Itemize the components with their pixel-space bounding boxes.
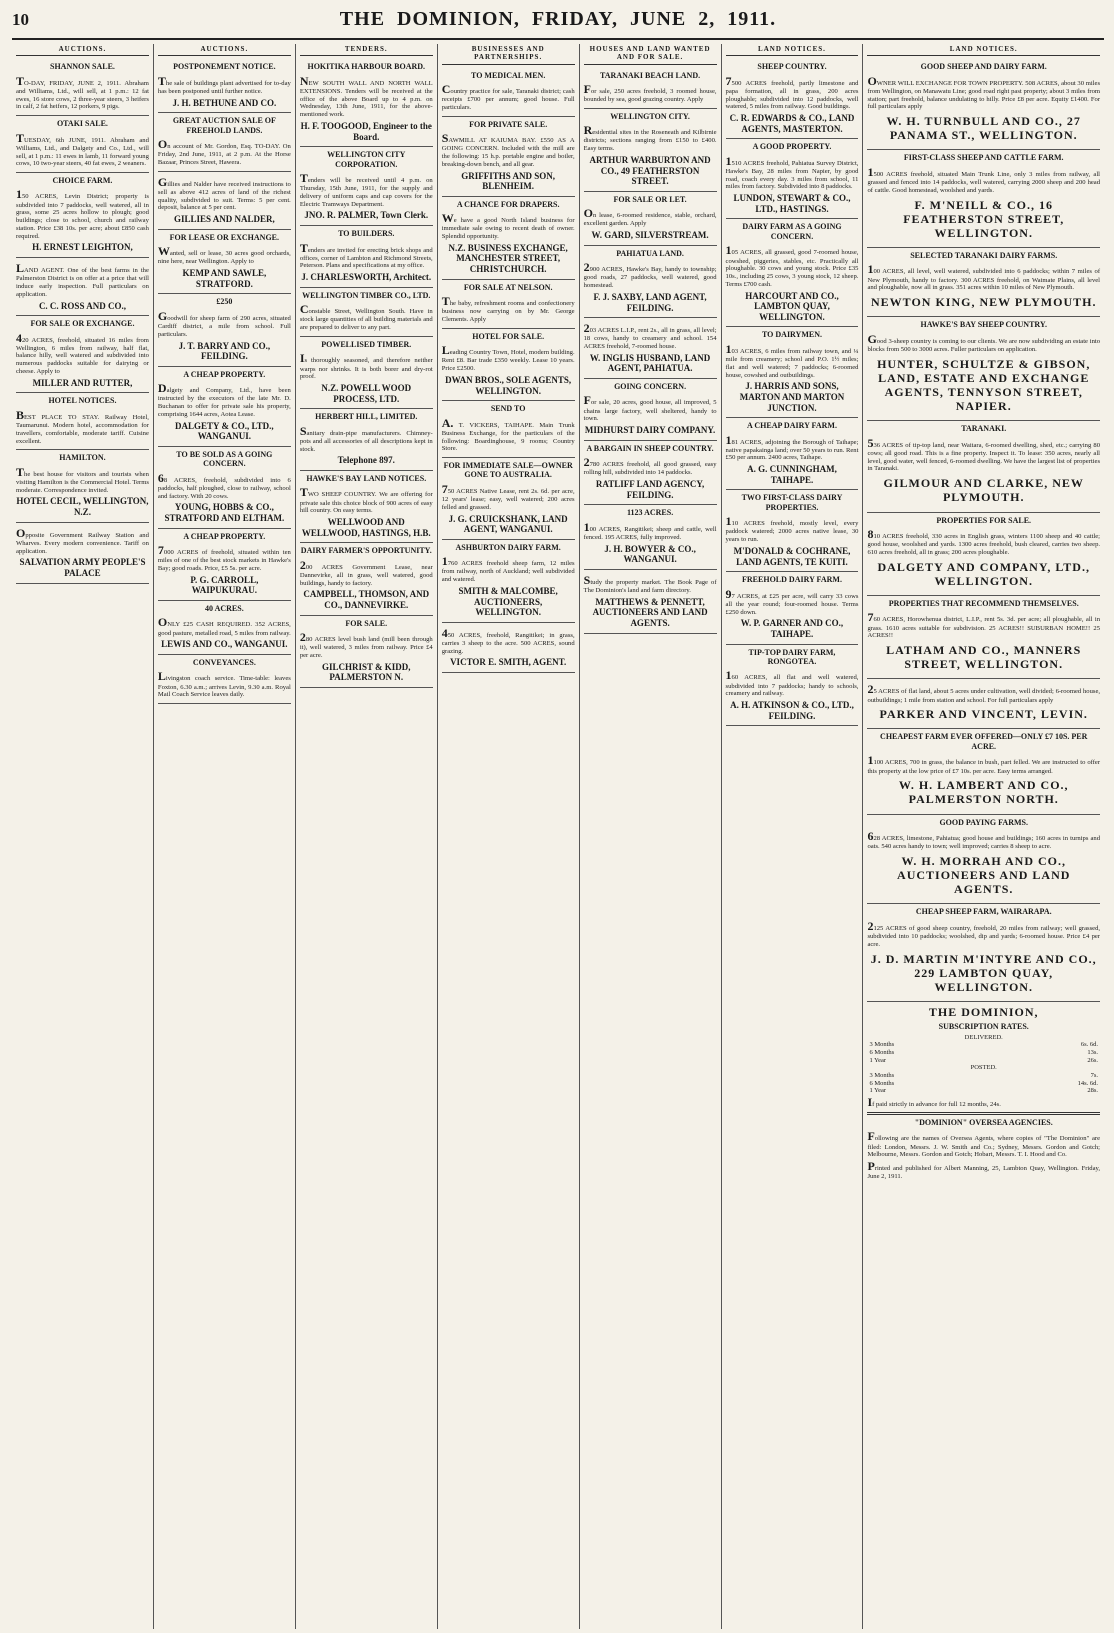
ad-body: 420 ACRES, freehold, situated 16 miles from Wellington, 6 miles from railway, half flat, balance hilly, well watered and subdivided into numerous paddocks suitable for dairying or cheese. Apply to: [16, 330, 149, 376]
ad-body: Constable Street, Wellington South. Have in stock large quantities of all building materials and are prepared to deliver to any part.: [299, 302, 433, 332]
advertisement: [726, 572, 859, 644]
advertisement: [16, 450, 149, 522]
ad-signature: W. H. MORRAH AND CO., AUCTIONEERS AND LAND AGENTS.: [897, 853, 1071, 897]
ad-signature: HUNTER, SCHULTZE & GIBSON, LAND, ESTATE AND EXCHANGE AGENTS, TENNYSON STREET, NAPIER.: [877, 356, 1091, 414]
advertisement: [442, 458, 575, 540]
advertisement: [442, 68, 575, 117]
rate-price: 26s.: [1087, 1056, 1099, 1064]
advertisement: [442, 117, 575, 197]
column-heading: BUSINESSES AND PARTNERSHIPS.: [442, 44, 575, 65]
ad-signature: J. T. BARRY AND CO., FEILDING.: [178, 340, 271, 362]
title-word: JUNE: [630, 8, 687, 30]
ad-signature: GILLIES AND NALDER,: [173, 214, 275, 225]
delivered-label: DELIVERED.: [964, 1033, 1003, 1041]
advertisement: [867, 421, 1100, 512]
ad-signature: N.Z. POWELL WOOD PROCESS, LTD.: [321, 383, 412, 404]
ad-signature: J. H. BOWYER & CO., WANGANUI.: [604, 543, 696, 565]
advertisement: [584, 505, 717, 570]
ad-body: Wanted, sell or lease, 30 acres good orchards, nine here, near Wellington. Apply to: [157, 244, 291, 266]
ad-heading: HOKITIKA HARBOUR BOARD.: [307, 62, 426, 72]
advertisement: [867, 729, 1100, 814]
advertisement: [158, 601, 291, 655]
ad-signature: JNO. R. PALMER, Town Clerk.: [304, 210, 429, 221]
ad-signature: VICTOR E. SMITH, AGENT.: [450, 657, 567, 668]
advertisement: [442, 197, 575, 280]
ad-signature: SALVATION ARMY PEOPLE'S PALACE: [19, 557, 146, 578]
column-heading: AUCTIONS.: [16, 44, 149, 56]
rate-price: 6s. 6d.: [1080, 1041, 1099, 1049]
ad-heading: TARANAKI.: [961, 424, 1007, 434]
ad-heading: HERBERT HILL, LIMITED.: [315, 412, 418, 422]
advertisement: [16, 258, 149, 316]
advertisement: [300, 337, 433, 409]
ad-body: Tenders will be received until 4 p.m. on Thursday, 15th June, 1911, for the supply and delivery of uniform caps and cap covers for the Electric Tramways Department.: [299, 171, 433, 208]
ad-signature: Telephone 897.: [337, 455, 395, 466]
ad-heading: SHANNON SALE.: [50, 62, 115, 72]
advertisement: [158, 655, 291, 704]
rate-price: 13s.: [1087, 1048, 1099, 1056]
ad-body: Is thoroughly seasoned, and therefore neither warps nor shrinks. It is both borer and dry-rot proof.: [299, 351, 433, 381]
ad-body: Tenders are invited for erecting brick shops and offices, corner of Lambton and Richmond Streets, Peterson. Plans and specifications at my office.: [299, 240, 433, 270]
page-number: 10: [12, 10, 29, 29]
advertisement: [158, 113, 291, 172]
ad-heading: CHEAPEST FARM EVER OFFERED—ONLY £7 10S. PER ACRE.: [880, 732, 1088, 751]
ad-signature: PARKER AND VINCENT, LEVIN.: [879, 707, 1088, 722]
ad-body: 1760 ACRES freehold sheep farm, 12 miles from railway, north of Auckland; well subdivided and watered.: [441, 554, 575, 584]
advertisement: [16, 523, 149, 584]
ad-heading: GOOD SHEEP AND DAIRY FARM.: [920, 62, 1047, 72]
ad-heading: POWELLISED TIMBER.: [321, 339, 412, 349]
ad-heading: A GOOD PROPERTY.: [752, 142, 832, 152]
rate-period: 3 Months: [869, 1071, 895, 1079]
agencies-list: Following are the names of Oversea Agents, where copies of "The Dominion" are filed: London, Messrs. J. W. Smith and Co.; Sydney, Messrs. Gordon and Gotch; Melbourne, Messrs. Gordon and Gotch; Hobart, Messrs. T. I. Hood and Co.: [867, 1129, 1101, 1159]
ad-body: ONLY £25 CASH REQUIRED. 352 ACRES, good pasture, metalled road, 5 miles from railway.: [157, 615, 291, 637]
ad-heading: HAWKE'S BAY SHEEP COUNTRY.: [920, 320, 1047, 330]
advertisement: [300, 543, 433, 615]
ad-body: 810 ACRES freehold, 330 acres in English grass, winters 1100 sheep and 40 cattle; good house, woolshed and yards. 1300 acres freehold, bush cleared, carries two sheep. 610 acres freehold, all in grass; 200 acres ploughable.: [867, 526, 1101, 556]
rate-period: 1 Year: [869, 1056, 887, 1064]
ad-heading: SHEEP COUNTRY.: [757, 62, 827, 72]
ad-body: The best house for visitors and tourists when visiting Hamilton is the Commercial Hotel. Terms moderate. Correspondence invited.: [16, 464, 149, 494]
rate-period: 3 Months: [869, 1041, 895, 1049]
ad-heading: ASHBURTON DAIRY FARM.: [455, 542, 561, 552]
ad-body: 2900 ACRES, Hawke's Bay, handy to township; good roads, 27 paddocks, well watered, good homestead.: [583, 260, 717, 290]
ad-signature: F. J. SAXBY, LAND AGENT, FEILDING.: [593, 291, 707, 313]
column-5: [580, 44, 722, 1629]
ad-body: 150 ACRES, Levin District; property is subdivided into 7 paddocks, well watered, all in grass, some 25 acres hollow to plough; good buildings; close to school, church and railway station. Price £38 10s. per acre; about £850 cash required.: [16, 187, 149, 240]
advertisement: [584, 192, 717, 246]
ad-heading: FOR SALE OR LET.: [613, 194, 687, 204]
ad-heading: TIP-TOP DAIRY FARM, RONGOTEA.: [748, 647, 836, 667]
ad-heading: PROPERTIES THAT RECOMMEND THEMSELVES.: [888, 598, 1079, 608]
ad-body: TWO SHEEP COUNTRY. We are offering for private sale this choice block of 900 acres of easy hill country. On easy terms.: [299, 485, 433, 515]
divider: [867, 1112, 1100, 1115]
ad-heading: GOING CONCERN.: [614, 382, 687, 392]
ad-body: The baby, refreshment rooms and confectionery business now carrying on by Mr. George Clements. Apply: [441, 294, 575, 324]
advertisement: [867, 513, 1100, 596]
title-word: DOMINION,: [397, 8, 520, 30]
ad-heading: PAHIATUA LAND.: [616, 248, 684, 258]
ad-body: 1500 ACRES freehold, situated Main Trunk Line, only 3 miles from railway, all grassed and fenced into 14 paddocks, well watered, carrying 2000 sheep and 200 head of cattle. Good homestead, woolshed and yards.: [867, 164, 1101, 194]
ad-body: Country practice for sale, Taranaki district; cash receipts £700 per annum; good house. Full particulars.: [441, 81, 575, 111]
ad-signature: SMITH & MALCOMBE, AUCTIONEERS, WELLINGTON.: [458, 585, 558, 618]
ad-signature: J. D. MARTIN M'INTYRE AND CO., 229 LAMBTON QUAY, WELLINGTON.: [870, 951, 1097, 994]
ad-signature: W. INGLIS HUSBAND, LAND AGENT, PAHIATUA.: [589, 352, 711, 374]
ad-signature: HOTEL CECIL, WELLINGTON, N.Z.: [16, 496, 149, 518]
ad-signature: CAMPBELL, THOMSON, AND CO., DANNEVIRKE.: [303, 589, 430, 611]
ad-heading: TO MEDICAL MEN.: [471, 70, 546, 80]
ad-body: For sale, 20 acres, good house, all improved, 5 chains large factory, well sheltered, handy to town.: [583, 393, 717, 423]
ad-signature: M'DONALD & COCHRANE, LAND AGENTS, TE KUITI.: [733, 546, 851, 567]
ad-body: 97 ACRES, at £25 per acre, will carry 33 cows all the year round; four-roomed house. Terms £250 down.: [725, 586, 859, 616]
ad-heading: WELLINGTON CITY.: [610, 111, 690, 121]
ad-signature: GILMOUR AND CLARKE, NEW PLYMOUTH.: [883, 476, 1084, 505]
ad-signature: MIDHURST DAIRY COMPANY.: [584, 425, 716, 436]
ad-heading: OTAKI SALE.: [56, 119, 108, 129]
ad-body: 2125 ACRES of good sheep country, freehold, 20 miles from railway; well grassed, subdivided into 10 paddocks; woolshed, dip and yards; 6-roomed house. Price £4 per acre.: [867, 918, 1101, 948]
ad-signature: W. H. LAMBERT AND CO., PALMERSTON NORTH.: [898, 778, 1069, 807]
ad-heading: HOTEL NOTICES.: [48, 396, 117, 406]
ad-body: The sale of buildings plant advertised for to-day has been postponed until further notice.: [157, 73, 291, 95]
ad-body: 750 ACRES Native Lease, rent 2s. 6d. per acre, 12 years' lease; easy, well watered; 200 acres felled and grassed.: [441, 481, 575, 511]
ad-signature: KEMP AND SAWLE, STRATFORD.: [182, 268, 267, 289]
ad-body: 200 ACRES Government Lease, near Dannevirke, all in grass, well watered, good buildings, handy to factory.: [299, 557, 433, 587]
ad-body: On lease, 6-roomed residence, stable, orchard, excellent garden. Apply: [583, 206, 717, 228]
ad-body: 1510 ACRES freehold, Pahiatua Survey District, Hawke's Bay, 28 miles from Napier, by good road, coach every day. 3 miles from school, 11 miles from factory. Subdivided into 8 paddocks.: [725, 153, 859, 191]
ad-heading: FREEHOLD DAIRY FARM.: [742, 575, 842, 585]
ad-body: NEW SOUTH WALL AND NORTH WALL EXTENSIONS. Tenders will be received at the office of the above Board up to 4 p.m. on Wednesday, 13th June, 1911, for the above-mentioned work.: [299, 73, 433, 119]
advertisement: [300, 288, 433, 337]
ad-signature: LUNDON, STEWART & CO., LTD., HASTINGS.: [733, 193, 851, 214]
ad-body: SAWMILL AT KAIUMA BAY. £550 AS A GOING CONCERN. Included with the mill are the following: 15 h.p. portable engine and boiler, breaking-down bench, and all gear.: [441, 131, 575, 168]
subscription-subtitle: SUBSCRIPTION RATES.: [938, 1022, 1029, 1032]
ad-body: 25 ACRES of flat land, about 5 acres under cultivation, well divided; 6-roomed house, outbuildings; 1 mile from station and school. For full particulars apply: [867, 682, 1101, 704]
ad-body: 68 ACRES, freehold, subdivided into 6 paddocks, half ploughed, close to railway, school and factory. With 20 cows.: [157, 470, 291, 500]
ad-signature: NEWTON KING, NEW PLYMOUTH.: [870, 295, 1097, 310]
ad-heading: HOTEL FOR SALE.: [472, 331, 545, 341]
ad-heading: £250: [216, 297, 233, 307]
ad-body: 450 ACRES, freehold, Rangitikei; in grass, carries 3 sheep to the acre. 500 ACRES, sound grazing.: [441, 625, 575, 655]
advertisement: [158, 230, 291, 295]
ad-body: 628 ACRES, limestone, Pahiatua; good house and buildings; 160 acres in turnips and oats. 540 acres handy to town; well improved; carries 8 sheep to acre.: [867, 829, 1101, 851]
column-heading: LAND NOTICES.: [867, 44, 1100, 56]
ad-body: Livingston coach service. Time-table: leaves Foxton, 6.30 a.m.; arrives Levin, 9.30 a.m. Royal Mail Coach Service leaves daily.: [157, 669, 291, 699]
ad-body: Dalgety and Company, Ltd., have been instructed by the executors of the late Mr. D. Buchanan to offer for private sale his property, comprising 1644 acres, Aotea Lease.: [157, 381, 291, 418]
ad-signature: LATHAM AND CO., MANNERS STREET, WELLINGTON.: [886, 643, 1082, 672]
ad-signature: J. CHARLESWORTH, Architect.: [301, 272, 432, 283]
ad-body: 7500 ACRES freehold, partly limestone and papa formation, all in grass, 200 acres ploughable; subdivided into 12 paddocks, well watered, 5 miles from railway. Good buildings.: [725, 73, 859, 111]
column-4: [438, 44, 580, 1629]
advertisement: [300, 147, 433, 226]
ad-signature: W. GARD, SILVERSTREAM.: [591, 230, 709, 241]
posted-label: POSTED.: [970, 1064, 997, 1072]
advertisement: [442, 623, 575, 673]
ad-heading: GOOD PAYING FARMS.: [939, 817, 1028, 827]
ad-heading: SELECTED TARANAKI DAIRY FARMS.: [910, 251, 1058, 261]
advertisement: [300, 471, 433, 543]
advertisement: [300, 226, 433, 288]
ad-body: On account of Mr. Gordon, Esq. TO-DAY. On Friday, 2nd June, 1911, at 2 p.m. At the Horse Bazaar, Princes Street, Hawera.: [157, 137, 291, 167]
advertisement: [16, 393, 149, 450]
advertisement: [726, 139, 859, 219]
ad-body: Good 3-sheep country is coming to our clients. We are now subdividing an estate into blocks from 500 to 3000 acres. Fuller particulars on application.: [867, 331, 1101, 353]
ad-signature: P. G. CARROLL, WAIPUKURAU.: [190, 574, 259, 596]
ad-body: 105 ACRES, all grassed, good 7-roomed house, cowshed, piggeries, stables, etc. Practically all ploughable. 30 cows and young stock. Price £35 10s., including 25 cows, 3 young stock, 12 sheep. Terms £700 cash.: [725, 243, 859, 288]
rate-price: 14s. 6d.: [1077, 1079, 1099, 1087]
advertisement: [300, 616, 433, 688]
ad-heading: FOR SALE.: [345, 618, 388, 628]
advertisement: [867, 815, 1100, 905]
ad-signature: WELLWOOD AND WELLWOOD, HASTINGS, H.B.: [301, 517, 431, 538]
ad-body: Sanitary drain-pipe manufacturers. Chimney-pots and all accessories of all descriptions kept in stock.: [299, 423, 433, 453]
ad-signature: C. C. ROSS AND CO.,: [38, 300, 126, 311]
advertisement: [726, 490, 859, 572]
ad-signature: J. G. CRUICKSHANK, LAND AGENT, WANGANUI.: [448, 513, 568, 535]
ad-heading: FOR IMMEDIATE SALE—OWNER GONE TO AUSTRALIA.: [443, 461, 573, 480]
column-6: [722, 44, 864, 1629]
advertisement: [16, 116, 149, 173]
ad-signature: DWAN BROS., SOLE AGENTS, WELLINGTON.: [445, 374, 572, 396]
advertisement: [158, 294, 291, 366]
ad-heading: CHEAP SHEEP FARM, WAIRARAPA.: [915, 907, 1052, 917]
ad-signature: H. F. TOOGOOD, Engineer to the Board.: [300, 120, 432, 142]
ad-body: 160 ACRES, all flat and well watered, subdivided into 7 paddocks; handy to schools, creamery and railway.: [725, 668, 859, 698]
advertisement: [16, 316, 149, 393]
ad-body: OWNER WILL EXCHANGE FOR TOWN PROPERTY. 508 ACRES, about 30 miles from Wellington, on Manawatu Line; good road right past property; about 3 miles from station; part freehold, balance undulating to hilly. Price £8 per acre. Equity £1400. For full particulars apply: [867, 73, 1101, 111]
advertisement: [867, 248, 1100, 317]
ad-signature: DALGETY AND COMPANY, LTD., WELLINGTON.: [877, 559, 1090, 588]
ad-body: We have a good North Island business for immediate sale owing to recent death of owner. Splendid opportunity.: [441, 211, 575, 241]
advertisement: [158, 529, 291, 601]
ad-body: 100 ACRES, Rangitikei; sheep and cattle, well fenced. 195 ACRES, fully improved.: [583, 519, 717, 541]
ad-body: TO-DAY, FRIDAY, JUNE 2, 1911. Abraham and Williams, Ltd., will sell, at 1 p.m.: 12 fat ewes, 16 store cows, 2 three-year steers, 3 heifers in calf, 2 fat heifers, 12 porkers, 9 pigs.: [16, 73, 149, 111]
ad-body: 280 ACRES level bush land (mill been through it), well watered, 3 miles from railway. Price £4 per acre.: [299, 630, 433, 660]
ad-heading: A CHANCE FOR DRAPERS.: [456, 199, 560, 209]
column-1: [12, 44, 154, 1629]
rate-row: [867, 1041, 1100, 1049]
ad-signature: HARCOURT AND CO., LAMBTON QUAY, WELLINGTON.: [745, 290, 839, 322]
rate-row: [867, 1049, 1100, 1057]
masthead: [12, 8, 1104, 40]
advertisement: [584, 570, 717, 634]
ad-body: 103 ACRES, 6 miles from railway town, and ¼ mile from creamery; school and P.O. 1½ miles; flat and well watered; 7 paddocks; 6-roomed house, cowshed and outbuildings.: [725, 341, 859, 379]
column-2: [154, 44, 296, 1629]
column-heading: AUCTIONS.: [158, 44, 291, 56]
ad-heading: SEND TO: [490, 404, 526, 414]
ad-heading: 40 ACRES.: [205, 604, 244, 613]
advertisement: [584, 318, 717, 379]
advertisement: [584, 109, 717, 192]
column-heading: TENDERS.: [300, 44, 433, 56]
subscription-title: THE DOMINION,: [928, 1005, 1039, 1019]
ad-body: 181 ACRES, adjoining the Borough of Taihape; native papakainga land; over 50 years to run. Rent £50 per annum. 2400 acres, Taihape.: [725, 432, 859, 462]
rate-row: [867, 1057, 1100, 1065]
advertisement: [584, 441, 717, 506]
rate-price: 28s.: [1087, 1087, 1099, 1095]
rate-period: 6 Months: [869, 1048, 895, 1056]
rate-price: 7s.: [1090, 1071, 1099, 1079]
advertisement: [442, 329, 575, 401]
ad-heading: WELLINGTON TIMBER CO., LTD.: [302, 290, 431, 300]
ad-body: 110 ACRES freehold, mostly level, every paddock watered; 2000 acres native lease, 30 years to run.: [725, 514, 859, 544]
ad-signature: ARTHUR WARBURTON AND CO., 49 FEATHERSTON STREET.: [589, 154, 711, 187]
ad-heading: TO BUILDERS.: [338, 229, 395, 239]
ad-heading: FIRST-CLASS SHEEP AND CATTLE FARM.: [903, 153, 1064, 163]
advertisement: [442, 280, 575, 329]
title-word: 2,: [698, 8, 716, 30]
column-heading: LAND NOTICES.: [726, 44, 859, 56]
ad-body: Study the property market. The Book Page of The Dominion's land and farm directory.: [583, 572, 717, 595]
advertisement: [726, 219, 859, 327]
advertisement: [300, 59, 433, 147]
ad-signature: C. R. EDWARDS & CO., LAND AGENTS, MASTERTON.: [729, 113, 855, 134]
rate-row: [867, 1072, 1100, 1080]
advertisement: [158, 447, 291, 529]
ad-signature: MATTHEWS & PENNETT, AUCTIONEERS AND LAND AGENTS.: [592, 596, 708, 629]
title-word: 1911.: [727, 8, 777, 30]
rate-period: 6 Months: [869, 1079, 895, 1087]
ad-heading: HAWKE'S BAY LAND NOTICES.: [306, 474, 427, 483]
advertisement: [867, 59, 1100, 150]
ad-signature: J. H. BETHUNE AND CO.: [172, 97, 277, 108]
ad-heading: TARANAKI BEACH LAND.: [600, 70, 701, 80]
advertisement: [158, 59, 291, 113]
ad-body: Goodwill for sheep farm of 290 acres, situated Cardiff district, a mile from school. Full particulars.: [157, 308, 291, 338]
ad-heading: DAIRY FARM AS A GOING CONCERN.: [742, 222, 842, 241]
advertisement: [867, 904, 1100, 1002]
ad-body: LAND AGENT. One of the best farms in the Palmerston District is on offer at a price that will induce early inspection. Full particulars on application.: [16, 261, 149, 298]
ad-heading: PROPERTIES FOR SALE.: [936, 515, 1032, 525]
advertisement: [584, 246, 717, 318]
advertisement: [726, 327, 859, 418]
ad-body: 536 ACRES of tip-top land, near Waitara, 6-roomed dwelling, shed, etc.; carrying 80 cows; all good road. This is a fine property. Inspect it. To lease: 350 acres, nearly all level, good water, well fenced, 6-roomed dwelling. We have the largest list of properties in Taranaki.: [867, 435, 1101, 473]
rate-period: 1 Year: [869, 1087, 887, 1095]
ad-heading: FOR LEASE OR EXCHANGE.: [169, 232, 280, 242]
ad-heading: A CHEAP PROPERTY.: [183, 531, 266, 541]
ad-signature: DALGETY & CO., LTD., WANGANUI.: [175, 420, 274, 442]
ad-body: For sale, 250 acres freehold, 3 roomed house, bounded by sea, good grazing country. Apply: [583, 81, 717, 104]
ad-signature: N.Z. BUSINESS EXCHANGE, MANCHESTER STREET, CHRISTCHURCH.: [448, 242, 568, 275]
advertisement: [584, 379, 717, 441]
advertisement: [16, 59, 149, 116]
ad-signature: MILLER AND RUTTER,: [32, 377, 133, 388]
ad-body: A. T. VICKERS, TAIHAPE. Main Trunk Business Exchange, for the particulars of the following: Boardinghouse, 9 rooms; Country Store.: [441, 415, 575, 453]
ad-body: 100 ACRES, all level, well watered, subdivided into 6 paddocks; within 7 miles of New Plymouth, handy to factory. 300 ACRES freehold, on Waimate Plains, all level and ploughable, now all in grass. 351 acres within 10 miles of New Plymouth.: [867, 262, 1101, 292]
ad-body: 203 ACRES L.I.P., rent 2s., all in grass, all level; 18 cows, handy to creamery and school. 154 ACRES freehold, 7-roomed house.: [583, 321, 717, 351]
ad-body: Opposite Government Railway Station and Wharves. Every modern convenience. Tariff on application.: [16, 525, 149, 555]
ad-heading: TO BE SOLD AS A GOING CONCERN.: [176, 449, 273, 469]
ad-signature: J. HARRIS AND SONS, MARTON AND MARTON JUNCTION.: [739, 381, 845, 413]
advertisement: [867, 679, 1100, 729]
ad-body: Residential sites in the Roseneath and Kilbirnie districts; sections ranging from £150 to £400. Easy terms.: [583, 123, 717, 153]
advertisement: [16, 173, 149, 258]
ad-heading: GREAT AUCTION SALE OF FREEHOLD LANDS.: [172, 116, 276, 135]
ad-heading: CONVEYANCES.: [192, 657, 256, 667]
ad-heading: FOR SALE AT NELSON.: [463, 282, 553, 292]
ad-signature: A. G. CUNNINGHAM, TAIHAPE.: [747, 464, 837, 485]
page-title: [72, 8, 1044, 31]
ad-body: 2780 ACRES freehold, all good grassed, easy rolling hill, subdivided into 14 paddocks.: [583, 455, 717, 477]
ad-heading: TO DAIRYMEN.: [761, 330, 822, 340]
subscription-rates: [867, 1005, 1100, 1181]
ad-body: Gillies and Nalder have received instructions to sell as above 412 acres of land of the richest quality, subdivided to suit. Terms: 5 per cent. deposit, balance at 5 per cent.: [157, 174, 291, 212]
advertisement: [158, 172, 291, 230]
ad-heading: DAIRY FARMER'S OPPORTUNITY.: [300, 546, 432, 556]
ad-signature: YOUNG, HOBBS & CO., STRATFORD AND ELTHAM.: [164, 502, 285, 524]
ad-signature: F. M'NEILL & CO., 16 FEATHERSTON STREET, WELLINGTON.: [903, 197, 1065, 240]
column-7: [863, 44, 1104, 1629]
subscription-note: If paid strictly in advance for full 12 months, 24s.: [867, 1094, 1001, 1109]
advertisement: [300, 409, 433, 471]
advertisement: [158, 367, 291, 447]
ad-signature: RATLIFF LAND AGENCY, FEILDING.: [595, 479, 705, 500]
ad-signature: GRIFFITHS AND SON, BLENHEIM.: [461, 170, 556, 192]
imprint: Printed and published for Albert Manning, 25, Lambton Quay, Wellington. Friday, June 2, 1911.: [867, 1159, 1101, 1181]
ad-body: 760 ACRES, Horowhenua district, L.I.P., rent 5s. 3d. per acre; all ploughable, all in grass. 1610 acres suitable for subdivision. 25 ACRES!! SUBURBAN HOME!! 25 ACRES!!: [867, 610, 1101, 640]
rate-row: [867, 1087, 1100, 1095]
ad-signature: LEWIS AND CO., WANGANUI.: [161, 639, 288, 650]
ad-heading: HAMILTON.: [59, 453, 106, 463]
advertisement: [442, 401, 575, 458]
ad-signature: A. H. ATKINSON & CO., LTD., FEILDING.: [730, 700, 854, 721]
ad-signature: W. H. TURNBULL AND CO., 27 PANAMA ST., WELLINGTON.: [886, 114, 1081, 143]
advertisement: [726, 418, 859, 490]
ad-heading: A BARGAIN IN SHEEP COUNTRY.: [586, 443, 714, 453]
ad-heading: FOR PRIVATE SALE.: [469, 119, 548, 129]
ad-heading: POSTPONEMENT NOTICE.: [173, 62, 276, 72]
ad-signature: GILCHRIST & KIDD, PALMERSTON N.: [321, 661, 411, 683]
agencies-title: "DOMINION" OVERSEA AGENCIES.: [914, 1118, 1053, 1127]
columns-container: [12, 44, 1104, 1629]
advertisement: [867, 317, 1100, 421]
ad-body: Leading Country Town, Hotel, modern building. Rent £8. Bar trade £350 weekly. Lease 10 years. Price £2500.: [441, 343, 575, 373]
ad-body: BEST PLACE TO STAY. Railway Hotel, Taumarunui. Modern hotel, accommodation for travellers, comfortable, moderate tariff. Cuisine excellent.: [16, 407, 149, 445]
column-3: [296, 44, 438, 1629]
advertisement: [867, 596, 1100, 679]
ad-heading: CHOICE FARM.: [52, 176, 113, 186]
advertisement: [584, 68, 717, 109]
advertisement: [726, 59, 859, 139]
ad-heading: TWO FIRST-CLASS DAIRY PROPERTIES.: [741, 493, 843, 512]
ad-heading: 1123 ACRES.: [626, 508, 674, 518]
ad-body: 7000 ACRES of freehold, situated within ten miles of one of the best stock markets in Hawke's Bay; good roads. Price, £5 5s. per acre.: [157, 543, 291, 573]
ad-heading: WELLINGTON CITY CORPORATION.: [327, 150, 406, 169]
advertisement: [442, 540, 575, 623]
ad-body: TUESDAY, 6th JUNE, 1911. Abraham and Williams, Ltd., and Dalgety and Co., Ltd., will sell, at 1 p.m.: 11 ewes in lamb, 11 forward young cows, 10 two-year steers, 40 fat ewes, 2 weaners.: [16, 130, 149, 168]
title-word: THE: [339, 8, 386, 30]
title-word: FRIDAY,: [531, 8, 619, 30]
ad-heading: FOR SALE OR EXCHANGE.: [30, 319, 135, 329]
advertisement: [726, 645, 859, 727]
ad-body: 1100 ACRES, 700 in grass, the balance in bush, part felled. We are instructed to offer this property at the low price of £7 10s. per acre. Easy terms arranged.: [867, 753, 1101, 775]
ad-heading: A CHEAP PROPERTY.: [183, 369, 266, 379]
ad-heading: A CHEAP DAIRY FARM.: [747, 421, 837, 431]
advertisement: [867, 150, 1100, 248]
ad-signature: H. ERNEST LEIGHTON,: [32, 242, 133, 253]
column-heading: HOUSES AND LAND WANTED AND FOR SALE.: [584, 44, 717, 65]
ad-signature: W. P. GARNER AND CO., TAIHAPE.: [740, 618, 844, 639]
rate-row: [867, 1080, 1100, 1088]
